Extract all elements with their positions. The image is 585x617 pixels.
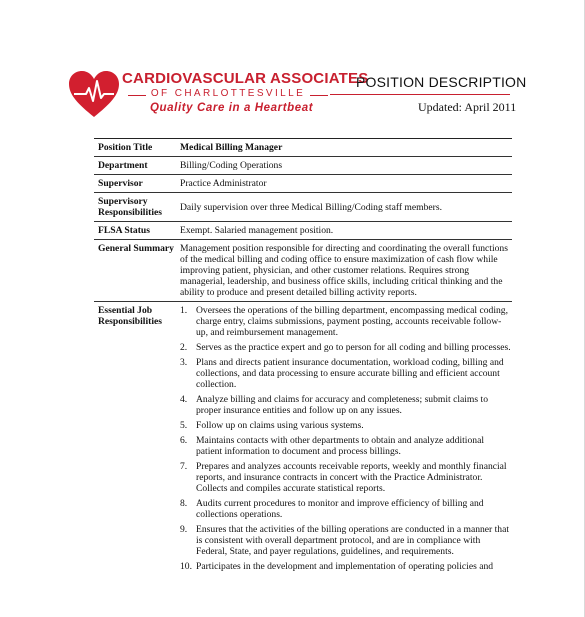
list-item-text: Plans and directs patient insurance documentation, workload coding, billing and collections, and data processing to ensure accurate billing and efficient account collection. bbox=[196, 357, 504, 390]
row-label: Department bbox=[98, 160, 148, 171]
updated-date: Updated: April 2011 bbox=[418, 100, 517, 114]
responsibilities-cell bbox=[180, 302, 512, 579]
org-subtitle: OF CHARLOTTESVILLE bbox=[150, 88, 306, 99]
list-item-text: Oversees the operations of the billing department, encompassing medical coding, charge entry, claims submissions, payment posting, accounts receivable follow-up, and reimbursement management. bbox=[196, 305, 508, 338]
org-subtitle-block bbox=[128, 88, 328, 102]
list-item-number: 4. bbox=[180, 394, 188, 405]
list-item-number: 9. bbox=[180, 524, 188, 535]
row-value: Billing/Coding Operations bbox=[180, 160, 283, 171]
list-item-text: Participates in the development and implementation of operating policies and bbox=[196, 561, 494, 572]
table-row bbox=[94, 156, 512, 174]
list-item bbox=[180, 561, 512, 572]
header-rule bbox=[330, 94, 510, 95]
list-item bbox=[180, 435, 512, 457]
position-table bbox=[94, 138, 512, 579]
table-row bbox=[94, 192, 512, 221]
table-row bbox=[94, 301, 512, 579]
list-item-number: 10. bbox=[180, 561, 192, 572]
responsibilities-list bbox=[180, 305, 512, 572]
list-item bbox=[180, 524, 512, 557]
list-item-text: Analyze billing and claims for accuracy and completeness; submit claims to proper insurance entities and follow up on any issues. bbox=[196, 394, 488, 416]
table-row bbox=[94, 138, 512, 156]
tagline: Quality Care in a Heartbeat bbox=[150, 102, 314, 114]
list-item bbox=[180, 498, 512, 520]
table-row bbox=[94, 174, 512, 192]
org-name: CARDIOVASCULAR ASSOCIATES bbox=[122, 70, 369, 87]
table-row bbox=[94, 239, 512, 301]
row-label: Position Title bbox=[98, 142, 153, 153]
row-value: Management position responsible for directing and coordinating the overall functions of the medical billing and coding office to ensure maximization of cash flow while improving patient, physician, and other customer relations. Requires strong managerial, leadership, and business office skills, including critical thinking and the ability to produce and present detailed billing activity reports. bbox=[180, 243, 508, 298]
list-item-number: 5. bbox=[180, 420, 188, 431]
row-value bbox=[180, 193, 512, 221]
row-label: General Summary bbox=[98, 243, 174, 254]
list-item-text: Serves as the practice expert and go to person for all coding and billing processes. bbox=[196, 342, 511, 353]
heart-ekg-logo-icon bbox=[68, 70, 120, 120]
list-item bbox=[180, 305, 512, 338]
row-value: Exempt. Salaried management position. bbox=[180, 225, 334, 236]
list-item-text: Follow up on claims using various systems. bbox=[196, 420, 364, 431]
list-item bbox=[180, 394, 512, 416]
row-value-text: Daily supervision over three Medical Billing/Coding staff members. bbox=[180, 201, 443, 213]
list-item-number: 8. bbox=[180, 498, 188, 509]
table-row bbox=[94, 221, 512, 239]
list-item-text: Ensures that the activities of the billing operations are conducted in a manner that is consistent with overall department protocol, and are in compliance with Federal, State, and payer regulations, guidelines, and requirements. bbox=[196, 524, 510, 557]
list-item bbox=[180, 420, 512, 431]
list-item-number: 1. bbox=[180, 305, 188, 316]
list-item-number: 6. bbox=[180, 435, 188, 446]
row-label: Essential Job Responsibilities bbox=[98, 305, 162, 327]
list-item bbox=[180, 461, 512, 494]
document-title: POSITION DESCRIPTION bbox=[356, 74, 527, 90]
list-item-number: 2. bbox=[180, 342, 188, 353]
row-label: FLSA Status bbox=[98, 225, 150, 236]
list-item-text: Maintains contacts with other departments to obtain and analyze additional patient information to document and process billings. bbox=[196, 435, 484, 457]
row-label: Supervisory Responsibilities bbox=[98, 196, 162, 218]
divider bbox=[310, 95, 328, 96]
list-item-number: 7. bbox=[180, 461, 188, 472]
row-label: Supervisor bbox=[98, 178, 143, 189]
list-item bbox=[180, 342, 512, 353]
list-item-text: Prepares and analyzes accounts receivable reports, weekly and monthly financial reports, and insurance contracts in concert with the Practice Administrator. Collects and compiles accurate statistical reports. bbox=[196, 461, 507, 494]
list-item bbox=[180, 357, 512, 390]
row-value: Medical Billing Manager bbox=[180, 142, 283, 153]
list-item-text: Audits current procedures to monitor and improve efficiency of billing and collections operations. bbox=[196, 498, 484, 520]
row-value: Practice Administrator bbox=[180, 178, 267, 189]
list-item-number: 3. bbox=[180, 357, 188, 368]
